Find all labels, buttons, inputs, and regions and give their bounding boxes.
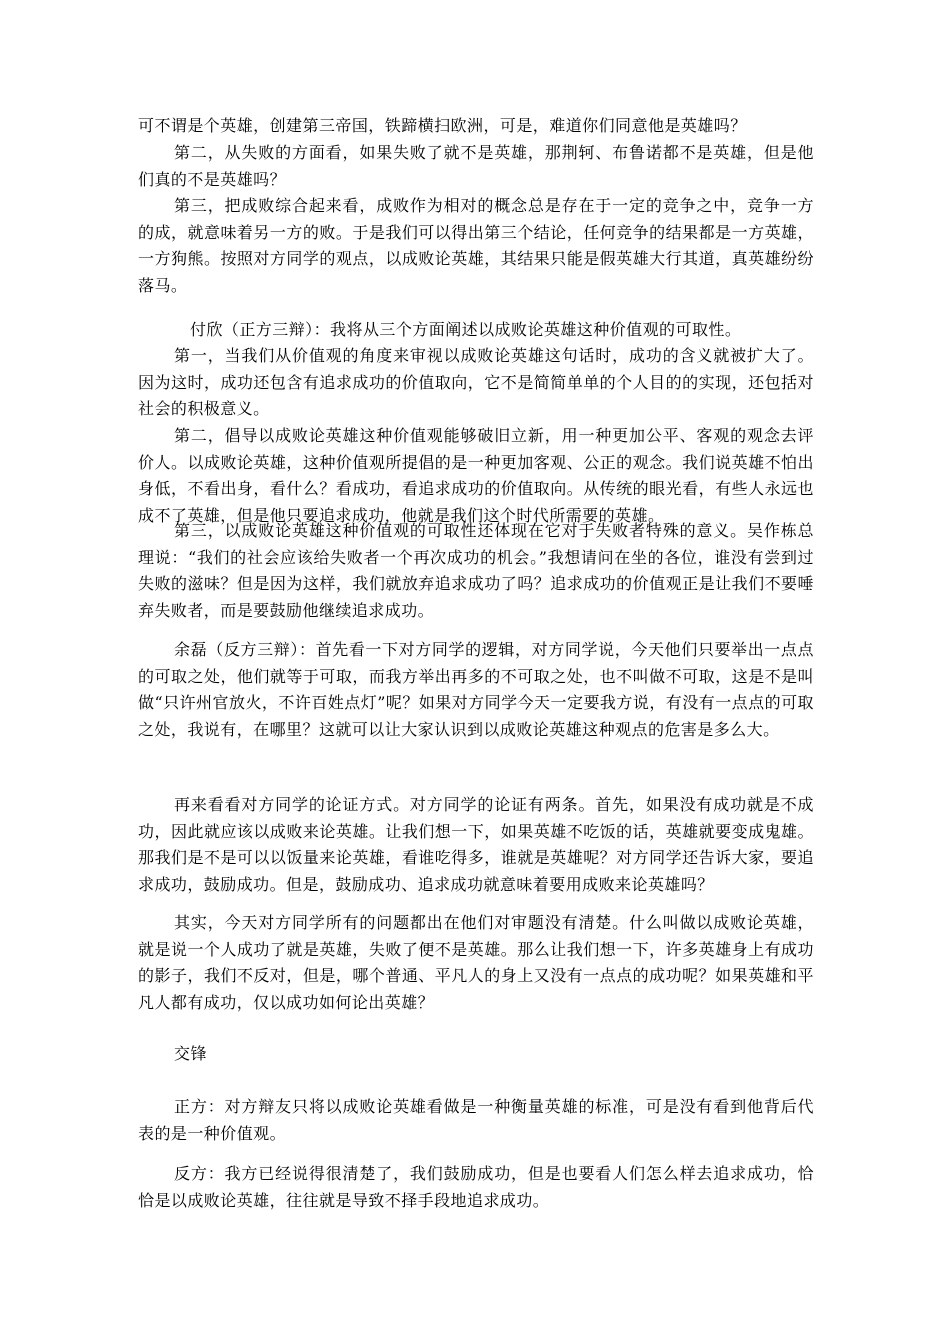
section-heading-exchange: 交锋 <box>174 1044 207 1063</box>
paragraph-fuxin-first: 第一，当我们从价值观的角度来审视以成败论英雄这句话时，成功的含义就被扩大了。因为这时，成功还包含有追求成功的价值取向，它不是简简单单的个人目的的实现，还包括对社会的积极意义。 <box>138 346 814 418</box>
paragraph-argument-method: 再来看看对方同学的论证方式。对方同学的论证有两条。首先，如果没有成功就是不成功，因此就应该以成败来论英雄。让我们想一下，如果英雄不吃饭的话，英雄就要变成鬼雄。那我们是不是可以以饭量来论英雄，看谁吃得多，谁就是英雄呢？对方同学还告诉大家，要追求成功，鼓励成功。但是，鼓励成功、追求成功就意味着要用成败来论英雄吗？ <box>138 795 814 894</box>
paragraph-second-point: 第二，从失败的方面看，如果失败了就不是英雄，那荆轲、布鲁诺都不是英雄，但是他们真的不是英雄吗？ <box>138 143 814 189</box>
paragraph-fuxin-second: 第二，倡导以成败论英雄这种价值观能够破旧立新，用一种更加公平、客观的观念去评价人。以成败论英雄，这种价值观所提倡的是一种更加客观、公正的观念。我们说英雄不怕出身低，不看出身，看什么？看成功，看追求成功的价值取向。从传统的眼光看，有些人永远也成不了英雄，但是他只要追求成功，他就是我们这个时代所需要的英雄。 <box>138 426 814 525</box>
paragraph-problem-analysis: 其实，今天对方同学所有的问题都出在他们对审题没有清楚。什么叫做以成败论英雄，就是说一个人成功了就是英雄，失败了便不是英雄。那么让我们想一下，许多英雄身上有成功的影子，我们不反对，但是，哪个普通、平凡人的身上又没有一点点的成功呢？如果英雄和平凡人都有成功，仅以成功如何论出英雄？ <box>138 913 814 1012</box>
paragraph-third-point: 第三，把成败综合起来看，成败作为相对的概念总是存在于一定的竞争之中，竞争一方的成，就意味着另一方的败。于是我们可以得出第三个结论，任何竞争的结果都是一方英雄，一方狗熊。按照对方同学的观点，以成败论英雄，其结果只能是假英雄大行其道，真英雄纷纷落马。 <box>138 196 814 295</box>
paragraph-fuxin-third: 第三，以成败论英雄这种价值观的可取性还体现在它对于失败者特殊的意义。吴作栋总理说：“我们的社会应该给失败者一个再次成功的机会。”我想请问在坐的各位，谁没有尝到过失败的滋味？但是因为这样，我们就放弃追求成功了吗？追求成功的价值观正是让我们不要唾弃失败者，而是要鼓励他继续追求成功。 <box>138 521 814 620</box>
paragraph-negative: 反方：我方已经说得很清楚了，我们鼓励成功，但是也要看人们怎么样去追求成功，恰恰是以成败论英雄，往往就是导致不择手段地追求成功。 <box>138 1164 814 1210</box>
paragraph-speaker-yulei: 余磊（反方三辩）：首先看一下对方同学的逻辑，对方同学说，今天他们只要举出一点点的可取之处，他们就等于可取，而我方举出再多的不可取之处，也不叫做不可取，这是不是叫做“只许州官放火，不许百姓点灯”呢？如果对方同学今天一定要我方说，有没有一点点的可取之处，我说有，在哪里？这就可以让大家认识到以成败论英雄这种观点的危害是多么大。 <box>138 640 814 739</box>
paragraph-affirmative: 正方：对方辩友只将以成败论英雄看做是一种衡量英雄的标准，可是没有看到他背后代表的是一种价值观。 <box>138 1097 814 1143</box>
paragraph-continuation: 可不谓是个英雄，创建第三帝国，铁蹄横扫欧洲，可是，难道你们同意他是英雄吗？ <box>138 116 747 135</box>
paragraph-speaker-fuxin: 付欣（正方三辩）：我将从三个方面阐述以成败论英雄这种价值观的可取性。 <box>190 320 742 339</box>
